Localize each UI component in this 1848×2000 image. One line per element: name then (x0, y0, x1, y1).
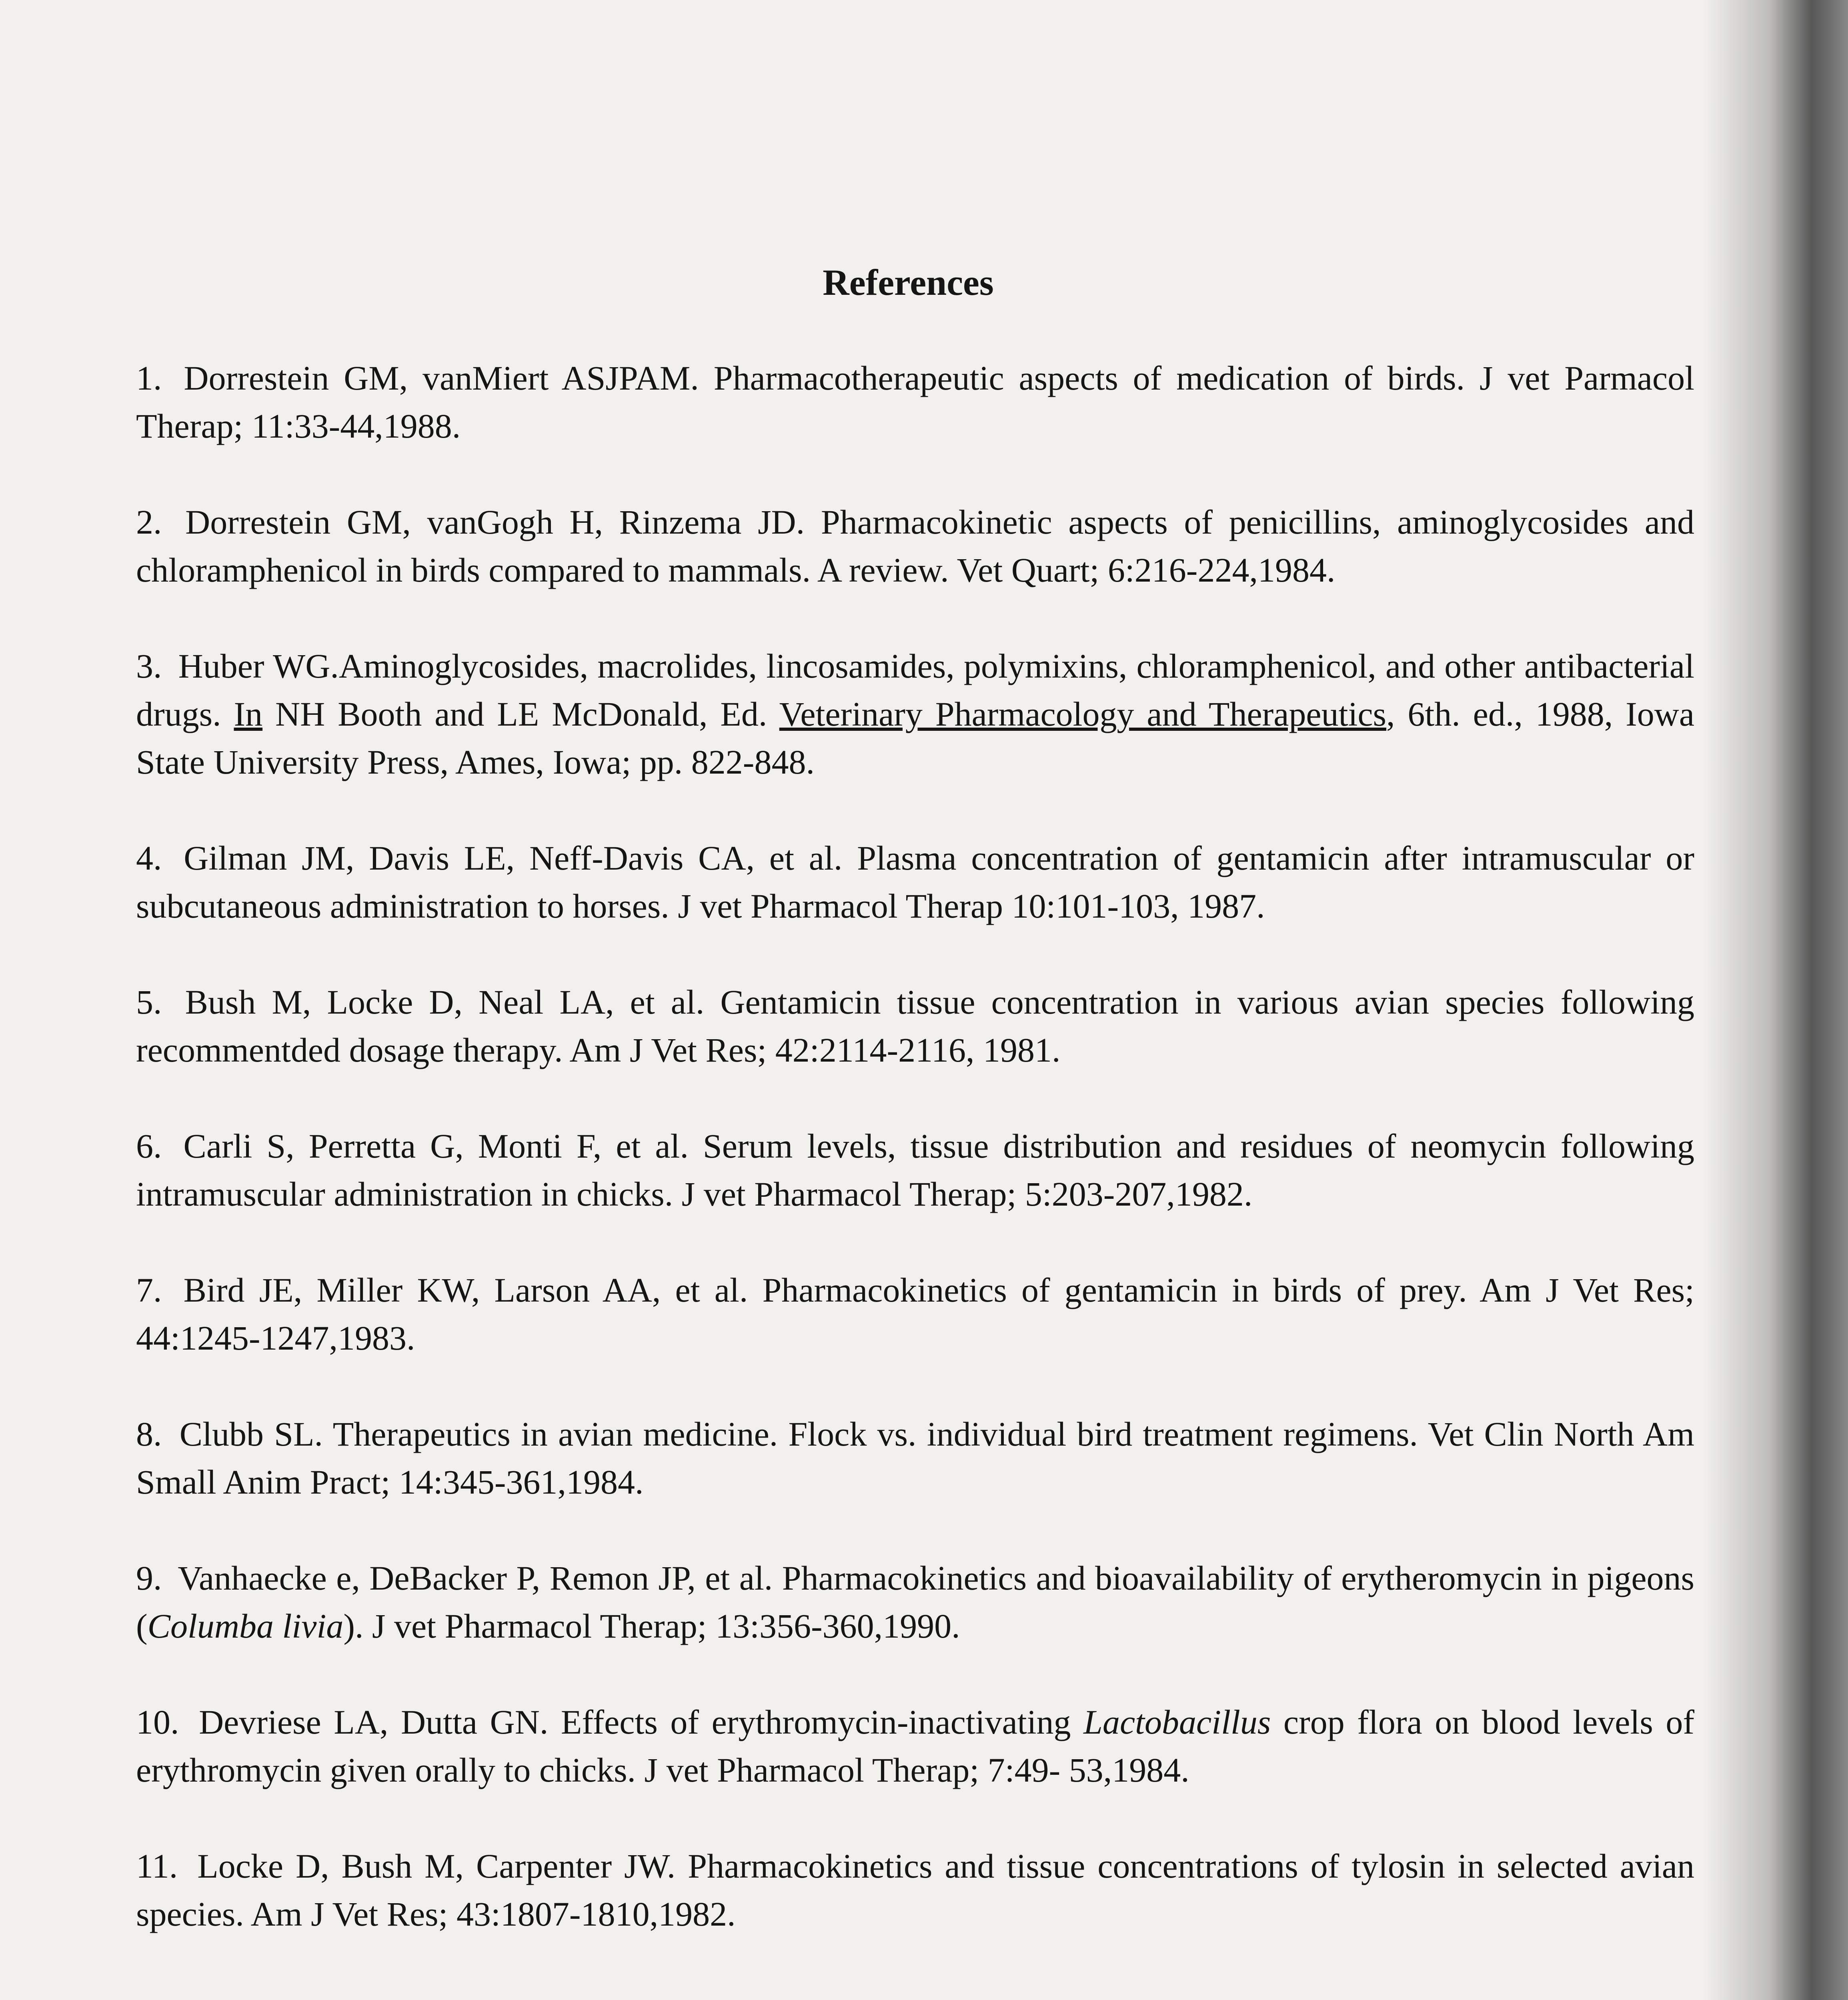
reference-number: 10. (136, 1703, 179, 1741)
reference-text: Gilman JM, Davis LE, Neff-Davis CA, et al. Plasma concentration of gentamicin after intramuscular or subcutaneous administration to horses. J vet Pharmacol Therap 10:101-103, 1987. (136, 839, 1695, 925)
reference-number: 9. (136, 1559, 162, 1597)
reference-number: 11. (136, 1847, 178, 1885)
reference-text: Bird JE, Miller KW, Larson AA, et al. Pharmacokinetics of gentamicin in birds of prey. Am J Vet Res; 44:1245-1247,1983. (136, 1271, 1694, 1357)
reference-text: NH Booth and LE McDonald, Ed. (275, 695, 767, 733)
reference-number: 8. (136, 1415, 162, 1453)
reference-text: crop flora on blood levels of erythromycin given orally to chicks. J vet Pharmacol Therap; 7:49- 53,1984. (136, 1703, 1695, 1789)
reference-list (136, 354, 1694, 1986)
reference-number: 4. (136, 839, 162, 877)
reference-text: Bush M, Locke D, Neal LA, et al. Gentamicin tissue concentration in various avian species following recommentded dosage therapy. Am J Vet Res; 42:2114-2116, 1981. (136, 983, 1694, 1069)
species-name: Lactobacillus (1083, 1703, 1271, 1741)
reference-item (136, 1266, 1694, 1362)
reference-text: Devriese LA, Dutta GN. Effects of erythromycin-inactivating (199, 1703, 1071, 1741)
reference-item (136, 1122, 1694, 1218)
reference-item (136, 978, 1694, 1074)
reference-text: , 6th. ed., 1988, Iowa State University Press, Ames, Iowa; pp. 822-848. (136, 695, 1695, 781)
reference-text: Locke D, Bush M, Carpenter JW. Pharmacokinetics and tissue concentrations of tylosin in selected avian species. Am J Vet Res; 43:1807-1810,1982. (136, 1847, 1694, 1933)
reference-text: Dorrestein GM, vanMiert ASJPAM. Pharmacotherapeutic aspects of medication of birds. J vet Parmacol Therap; 11:33-44,1988. (136, 359, 1694, 445)
reference-text: Dorrestein GM, vanGogh H, Rinzema JD. Pharmacokinetic aspects of penicillins, aminoglycosides and chloramphenicol in birds compared to mammals. A review. Vet Quart; 6:216-224,1984. (136, 503, 1694, 589)
reference-item (136, 1698, 1694, 1794)
reference-text: Carli S, Perretta G, Monti F, et al. Serum levels, tissue distribution and residues of neomycin following intramuscular administration in chicks. J vet Pharmacol Therap; 5:203-207,1982. (136, 1127, 1694, 1213)
reference-item (136, 1842, 1694, 1938)
reference-item (136, 1410, 1694, 1506)
reference-item (136, 498, 1694, 594)
reference-item (136, 642, 1694, 786)
reference-number: 7. (136, 1271, 162, 1309)
reference-text: Vanhaecke e, DeBacker P, Remon JP, et al. Pharmacokinetics and bioavailability of erytheromycin in pigeons ( (136, 1559, 1695, 1645)
reference-number: 3. (136, 647, 162, 685)
book-title: Veterinary Pharmacology and Therapeutics (779, 695, 1387, 733)
in-marker: In (234, 695, 263, 733)
reference-number: 6. (136, 1127, 162, 1165)
reference-number: 5. (136, 983, 162, 1021)
page-title: References (823, 262, 994, 303)
reference-text: Huber WG.Aminoglycosides, macrolides, lincosamides, polymixins, chloramphenicol, and other antibacterial drugs. (136, 647, 1694, 733)
reference-item (136, 834, 1694, 930)
reference-text: Clubb SL. Therapeutics in avian medicine. Flock vs. individual bird treatment regimens. Vet Clin North Am Small Anim Pract; 14:345-361,1984. (136, 1415, 1695, 1501)
reference-item (136, 1554, 1694, 1650)
reference-number: 2. (136, 503, 162, 541)
reference-item (136, 354, 1694, 450)
species-name: Columba livia (147, 1607, 344, 1645)
reference-number: 1. (136, 359, 162, 397)
reference-text: ). J vet Pharmacol Therap; 13:356-360,1990. (343, 1607, 960, 1645)
